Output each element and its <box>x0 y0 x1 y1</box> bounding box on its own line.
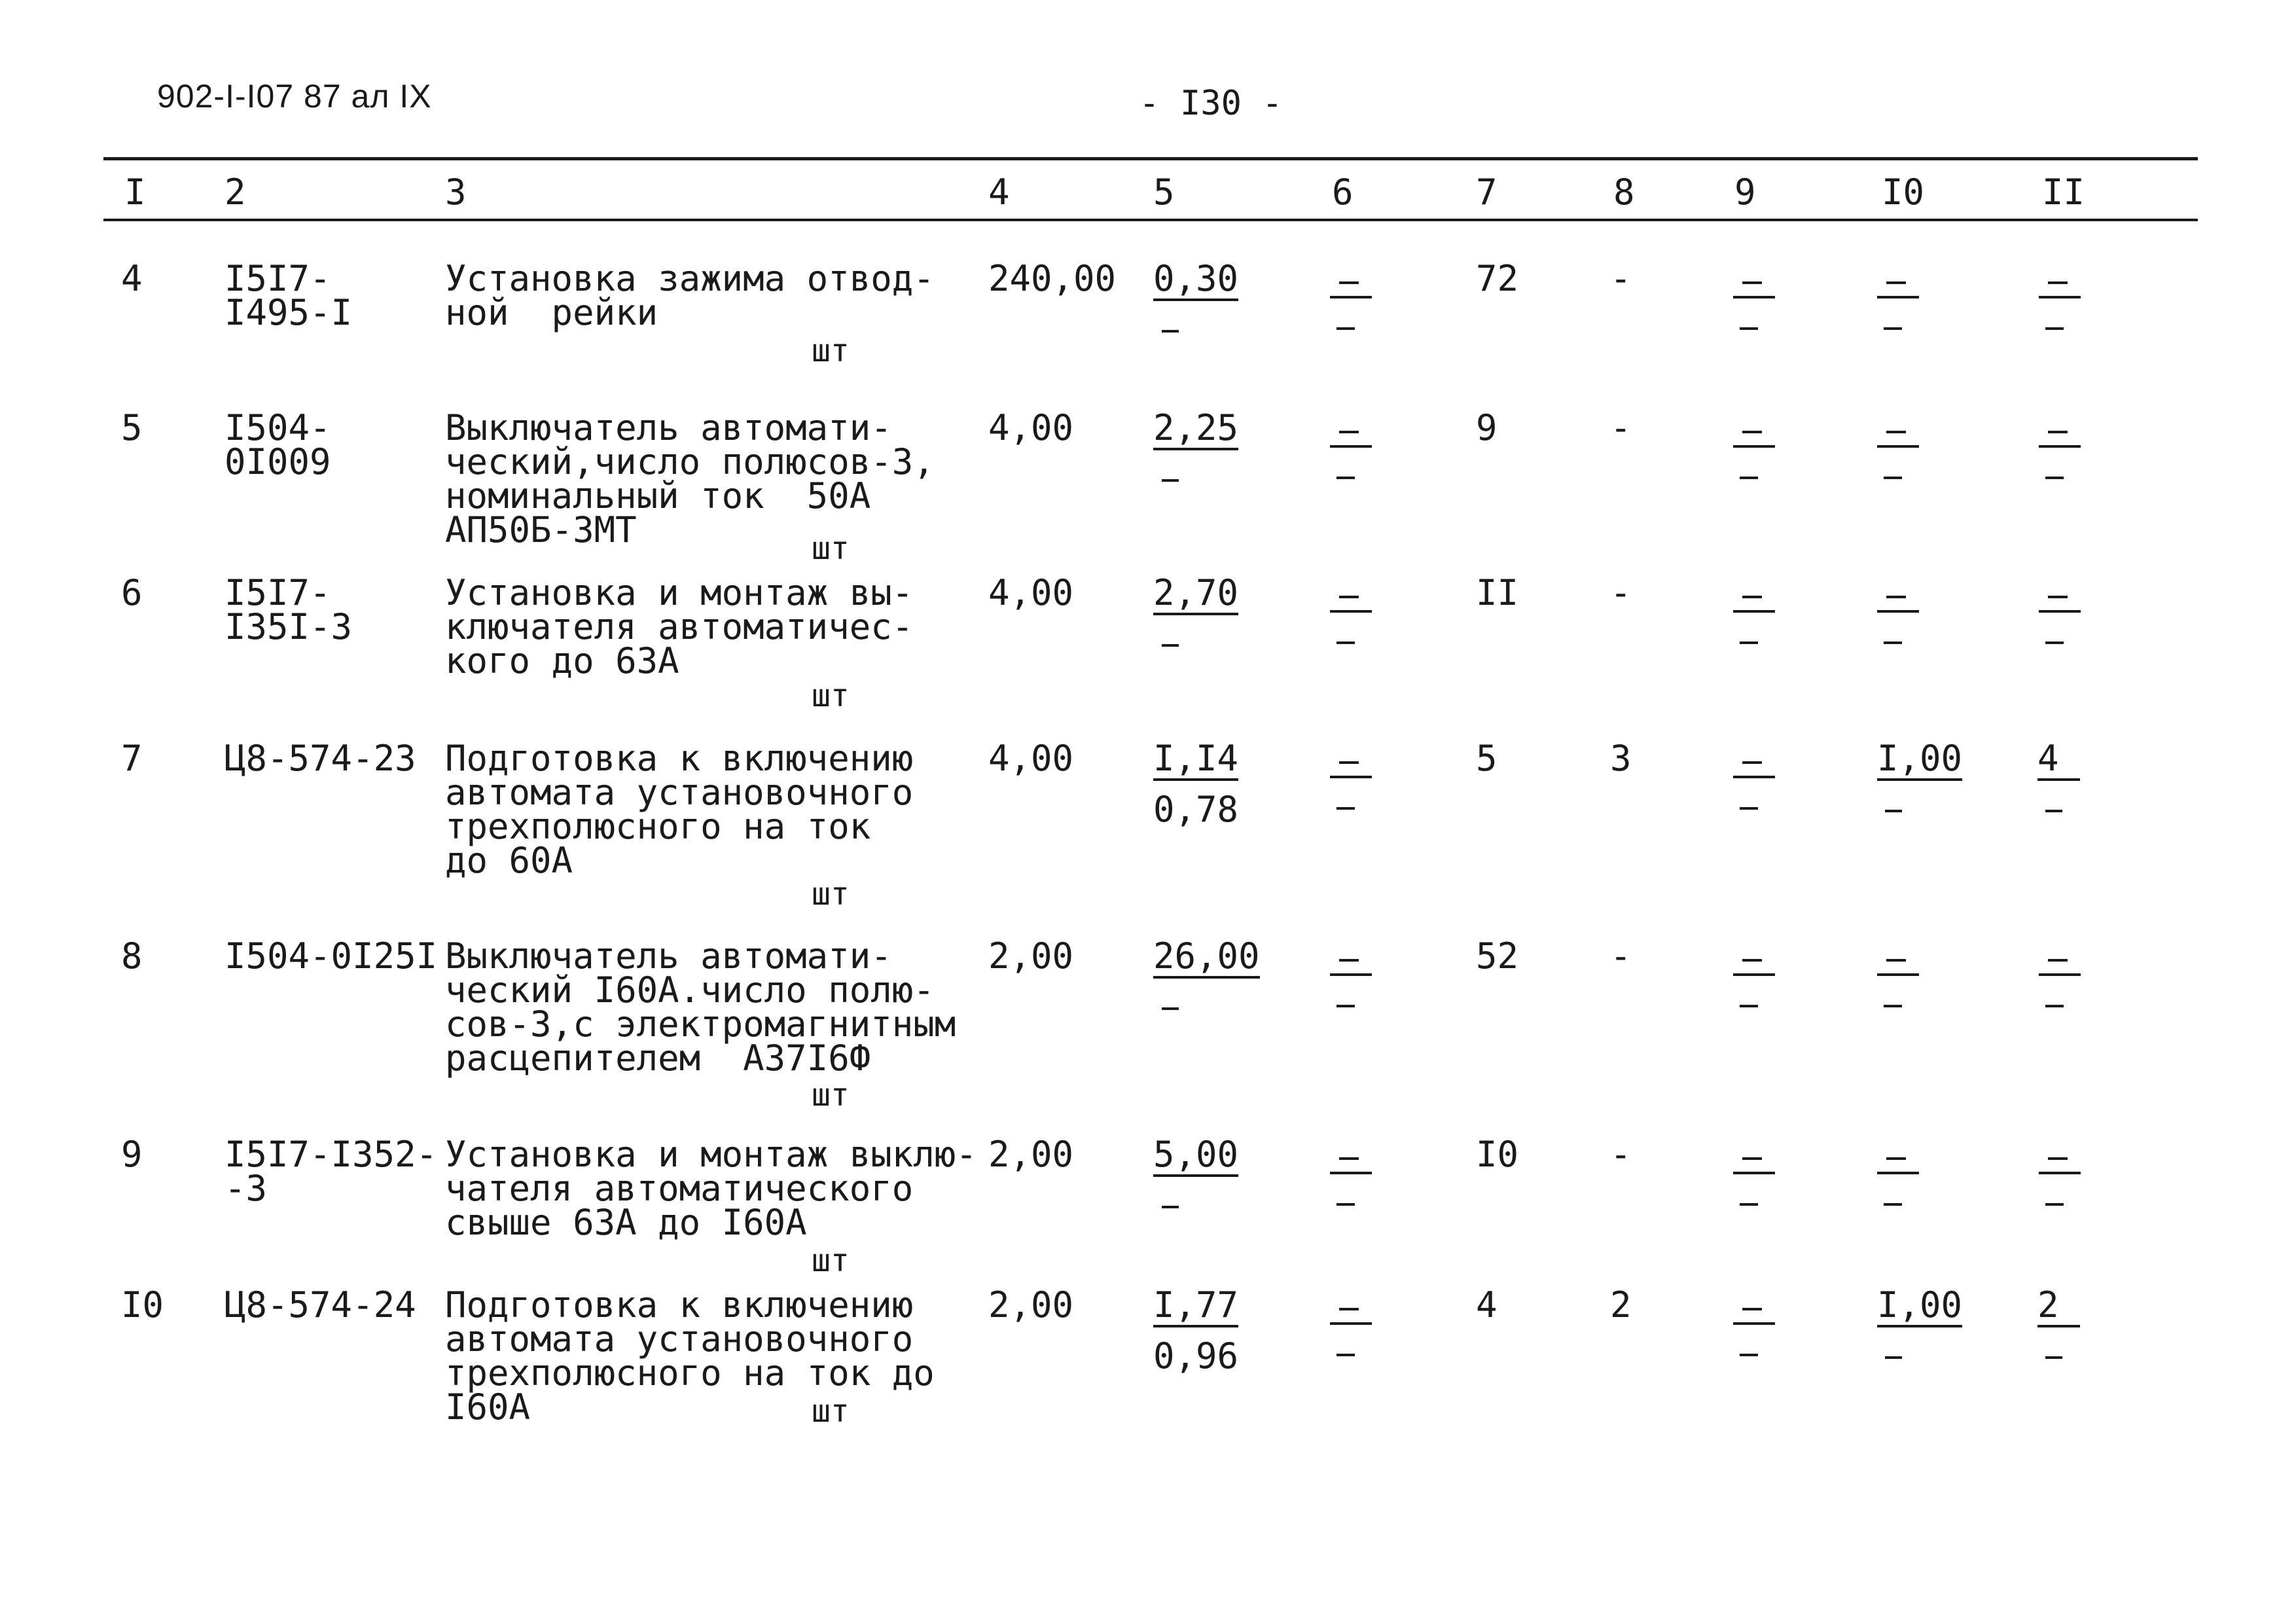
row-col8: 2 <box>1610 1284 1632 1326</box>
dash-mark <box>2048 431 2068 433</box>
row-col8: 3 <box>1610 738 1632 779</box>
col5-bottom-dash <box>1162 1007 1179 1010</box>
row-number: 9 <box>121 1134 143 1175</box>
dash-mark <box>1886 596 1906 598</box>
col5-bottom-dash <box>1162 644 1179 647</box>
dash-mark <box>1339 1157 1359 1160</box>
underline-mark <box>1330 610 1372 613</box>
column-header-11: II <box>2042 171 2085 213</box>
underline-mark <box>1733 296 1775 298</box>
row-unit: шт <box>812 1393 850 1430</box>
col5-top: 5,00 <box>1153 1138 1238 1177</box>
dash-mark <box>1884 1005 1902 1007</box>
row-number: 6 <box>121 572 143 613</box>
row-col11 <box>2037 738 2081 781</box>
dash-mark <box>1339 431 1359 433</box>
column-header-8: 8 <box>1613 171 1635 213</box>
dash-mark <box>1884 477 1902 479</box>
row-code: Ц8-574-23 <box>224 738 416 779</box>
row-col7: I0 <box>1476 1134 1519 1175</box>
col11-top: 4 <box>2037 742 2080 781</box>
underline-mark <box>1877 973 1919 976</box>
row-unit: шт <box>812 1077 850 1113</box>
row-number: I0 <box>121 1284 164 1326</box>
row-number: 4 <box>121 258 143 299</box>
page-number: - I30 - <box>1139 84 1283 123</box>
row-description: Установка зажима отвод- ной рейки <box>445 258 935 333</box>
dash-mark <box>1740 807 1758 810</box>
row-quantity: 240,00 <box>988 258 1117 299</box>
underline-mark <box>2039 973 2081 976</box>
row-col10 <box>1877 1284 1963 1327</box>
dash-mark <box>2045 1203 2064 1206</box>
underline-mark <box>1330 296 1372 298</box>
row-col5 <box>1153 407 1239 450</box>
row-col7: 72 <box>1476 258 1519 299</box>
underline-mark <box>1877 445 1919 448</box>
column-header-6: 6 <box>1332 171 1354 213</box>
dash-mark <box>1740 477 1758 479</box>
column-header-2: 2 <box>224 171 246 213</box>
row-col10 <box>1877 738 1963 781</box>
dash-mark <box>1742 1157 1762 1160</box>
row-unit: шт <box>812 1242 850 1279</box>
row-quantity: 4,00 <box>988 738 1074 779</box>
dash-mark <box>1740 1354 1758 1356</box>
col5-bottom-dash <box>1162 479 1179 482</box>
row-code: I504-0I25I <box>224 935 438 977</box>
row-col11 <box>2037 1284 2081 1327</box>
row-unit: шт <box>812 333 850 369</box>
row-col5 <box>1153 1284 1239 1377</box>
dash-mark <box>1886 281 1906 284</box>
row-description: Выключатель автомати- ческий I60А.число полю- сов-3,с электромагнитным расцепителем А37I6Ф <box>445 935 956 1079</box>
row-quantity: 2,00 <box>988 935 1074 977</box>
row-code: Ц8-574-24 <box>224 1284 416 1326</box>
col5-bottom: 0,96 <box>1153 1335 1239 1377</box>
row-col8: - <box>1610 258 1632 299</box>
underline-mark <box>1330 1322 1372 1325</box>
underline-mark <box>1733 445 1775 448</box>
row-col7: 52 <box>1476 935 1519 977</box>
underline-mark <box>1330 776 1372 778</box>
dash-mark <box>1742 596 1762 598</box>
underline-mark <box>1733 973 1775 976</box>
column-header-5: 5 <box>1153 171 1175 213</box>
col10-bottom-dash <box>1885 1356 1902 1359</box>
row-number: 8 <box>121 935 143 977</box>
row-unit: шт <box>812 530 850 567</box>
col11-top: 2 <box>2037 1288 2080 1327</box>
dash-mark <box>1740 1203 1758 1206</box>
underline-mark <box>2039 1172 2081 1174</box>
col10-top: I,00 <box>1877 742 1962 781</box>
dash-mark <box>1336 477 1355 479</box>
col11-bottom-dash <box>2045 810 2062 812</box>
row-col5 <box>1153 935 1260 979</box>
dash-mark <box>1336 807 1355 810</box>
dash-mark <box>1336 1005 1355 1007</box>
underline-mark <box>1733 1322 1775 1325</box>
underline-mark <box>2039 296 2081 298</box>
dash-mark <box>2048 959 2068 962</box>
row-description: Установка и монтаж выклю- чателя автоматического свыше 63А до I60А <box>445 1134 977 1243</box>
row-unit: шт <box>812 876 850 912</box>
col5-top: 0,30 <box>1153 262 1238 301</box>
dash-mark <box>1339 959 1359 962</box>
row-description: Установка и монтаж вы- ключателя автоматичес- кого до 63А <box>445 572 914 681</box>
dash-mark <box>1339 761 1359 764</box>
table-header-rule <box>103 219 2198 221</box>
row-code: I504- 0I009 <box>224 407 331 482</box>
dash-mark <box>1884 327 1902 330</box>
underline-mark <box>2039 610 2081 613</box>
row-number: 5 <box>121 407 143 448</box>
col11-bottom-dash <box>2045 1356 2062 1359</box>
row-col8: - <box>1610 407 1632 448</box>
dash-mark <box>1886 431 1906 433</box>
dash-mark <box>1336 327 1355 330</box>
row-code: I5I7-I352- -3 <box>224 1134 438 1209</box>
dash-mark <box>2048 596 2068 598</box>
dash-mark <box>2048 1157 2068 1160</box>
col10-bottom-dash <box>1885 810 1902 812</box>
col5-top: 26,00 <box>1153 939 1260 979</box>
dash-mark <box>2045 1005 2064 1007</box>
row-description: Выключатель автомати- ческий,число полюсов-3, номинальный ток 50А АП50Б-3МТ <box>445 407 935 550</box>
underline-mark <box>1330 973 1372 976</box>
document-code: 902-I-I07 87 ал IX <box>157 78 432 115</box>
col10-top: I,00 <box>1877 1288 1962 1327</box>
dash-mark <box>1742 959 1762 962</box>
dash-mark <box>2048 281 2068 284</box>
row-quantity: 2,00 <box>988 1284 1074 1326</box>
row-code: I5I7- I35I-3 <box>224 572 353 647</box>
row-quantity: 2,00 <box>988 1134 1074 1175</box>
dash-mark <box>1740 327 1758 330</box>
dash-mark <box>1336 641 1355 644</box>
col5-top: I,77 <box>1153 1288 1238 1327</box>
dash-mark <box>1339 596 1359 598</box>
row-col7: 9 <box>1476 407 1498 448</box>
row-description: Подготовка к включению автомата установочного трехполюсного на ток до 60А <box>445 738 914 881</box>
dash-mark <box>1740 641 1758 644</box>
col5-bottom-dash <box>1162 330 1179 333</box>
underline-mark <box>1733 1172 1775 1174</box>
dash-mark <box>1886 1157 1906 1160</box>
dash-mark <box>1884 1203 1902 1206</box>
column-header-9: 9 <box>1734 171 1756 213</box>
col5-top: 2,25 <box>1153 411 1238 450</box>
row-code: I5I7- I495-I <box>224 258 353 333</box>
dash-mark <box>1740 1005 1758 1007</box>
row-number: 7 <box>121 738 143 779</box>
dash-mark <box>2045 477 2064 479</box>
row-description: Подготовка к включению автомата установочного трехполюсного на ток до I60А <box>445 1284 935 1428</box>
dash-mark <box>1339 1308 1359 1310</box>
row-col7: 5 <box>1476 738 1498 779</box>
dash-mark <box>1742 431 1762 433</box>
col5-top: I,I4 <box>1153 742 1238 781</box>
row-unit: шт <box>812 677 850 714</box>
underline-mark <box>1877 296 1919 298</box>
row-col5 <box>1153 738 1239 830</box>
dash-mark <box>1336 1203 1355 1206</box>
underline-mark <box>1733 610 1775 613</box>
dash-mark <box>1886 959 1906 962</box>
underline-mark <box>1330 1172 1372 1174</box>
dash-mark <box>1742 761 1762 764</box>
row-col7: 4 <box>1476 1284 1498 1326</box>
col5-bottom: 0,78 <box>1153 789 1239 830</box>
dash-mark <box>1742 1308 1762 1310</box>
col5-top: 2,70 <box>1153 576 1238 615</box>
column-header-4: 4 <box>988 171 1010 213</box>
column-header-10: I0 <box>1882 171 1925 213</box>
row-col8: - <box>1610 935 1632 977</box>
column-header-7: 7 <box>1476 171 1498 213</box>
underline-mark <box>2039 445 2081 448</box>
underline-mark <box>1877 1172 1919 1174</box>
row-col5 <box>1153 258 1239 301</box>
column-header-3: 3 <box>445 171 467 213</box>
column-header-1: I <box>124 171 146 213</box>
col5-bottom-dash <box>1162 1206 1179 1208</box>
underline-mark <box>1877 610 1919 613</box>
table-top-rule <box>103 157 2198 160</box>
underline-mark <box>1330 445 1372 448</box>
dash-mark <box>1884 641 1902 644</box>
row-col7: II <box>1476 572 1519 613</box>
dash-mark <box>1339 281 1359 284</box>
row-quantity: 4,00 <box>988 407 1074 448</box>
dash-mark <box>1336 1354 1355 1356</box>
underline-mark <box>1733 776 1775 778</box>
row-col8: - <box>1610 1134 1632 1175</box>
dash-mark <box>2045 327 2064 330</box>
row-col5 <box>1153 1134 1239 1177</box>
row-quantity: 4,00 <box>988 572 1074 613</box>
dash-mark <box>2045 641 2064 644</box>
row-col5 <box>1153 572 1239 615</box>
row-col8: - <box>1610 572 1632 613</box>
dash-mark <box>1742 281 1762 284</box>
